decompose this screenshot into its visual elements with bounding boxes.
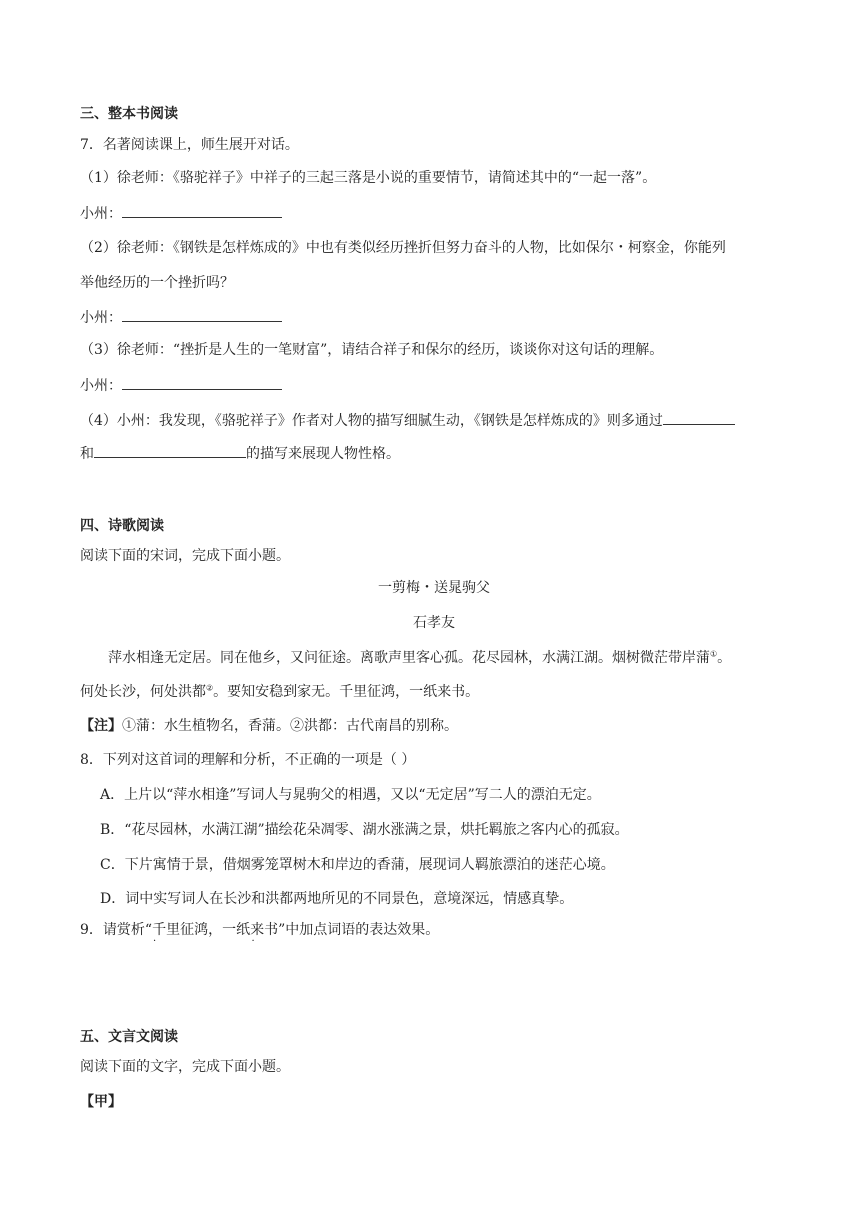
q7-part-4b-post: 的描写来展现人物性格。 (246, 446, 400, 462)
student-label: 小州： (80, 310, 122, 326)
emphasis-dots: · · (153, 936, 255, 947)
answer-line-3 (80, 375, 282, 396)
poem-line-2-pre: 何处长沙，何处洪都 (80, 684, 206, 700)
q7-part-1: （1）徐老师：《骆驼祥子》中祥子的三起三落是小说的重要情节，请简述其中的“一起一落”。 (80, 170, 657, 186)
answer-blank[interactable] (122, 307, 282, 322)
annotation-text: ①蒲：水生植物名，香蒲。②洪都：古代南昌的别称。 (122, 718, 458, 734)
annotation-label: 【注】 (80, 718, 122, 734)
answer-line-1 (80, 203, 282, 224)
student-label: 小州： (80, 206, 122, 222)
question-8: 8．下列对这首词的理解和分析，不正确的一项是（ ） (80, 752, 416, 768)
section-heading-4: 四、诗歌阅读 (80, 518, 164, 534)
option-b[interactable]: B．“花尽园林，水满江湖”描绘花朵凋零、湖水涨满之景，烘托羁旅之客内心的孤寂。 (100, 822, 629, 838)
poem-annotation (80, 716, 458, 736)
option-c[interactable]: C．下片寓情于景，借烟雾笼罩树木和岸边的香蒲，展现词人羁旅漂泊的迷茫心境。 (100, 857, 615, 873)
classical-intro: 阅读下面的文字，完成下面小题。 (80, 1059, 290, 1075)
question-7: 7．名著阅读课上，师生展开对话。 (80, 137, 299, 153)
poem-line-2-post: 。要知安稳到家无。千里征鸿，一纸来书。 (213, 684, 480, 700)
poem-line-2 (80, 682, 479, 702)
poem-line-1: 萍水相逢无定居。同在他乡，又问征途。离歌声里客心孤。花尽园林，水满江湖。烟树微茫带岸蒲①。 (108, 649, 732, 666)
question-9-text: 9．请赏析“千里征鸿，一纸来书”中加点词语的表达效果。 (80, 922, 440, 938)
passage-label-jia: 【甲】 (80, 1094, 122, 1110)
option-d[interactable]: D．词中实写词人在长沙和洪都两地所见的不同景色，意境深远，情感真挚。 (100, 891, 574, 907)
q7-part-2b: 举他经历的一个挫折吗？ (80, 275, 234, 291)
answer-blank[interactable] (122, 375, 282, 390)
poem-intro: 阅读下面的宋词，完成下面小题。 (80, 548, 290, 564)
poem-title: 一剪梅・送晁驹父 (378, 580, 490, 596)
question-9 (80, 920, 440, 947)
poem-line-1-text: 萍水相逢无定居。同在他乡，又问征途。离歌声里客心孤。花尽园林，水满江湖。烟树微茫带岸蒲 (108, 650, 710, 666)
q7-part-4b-pre: 和 (80, 446, 94, 462)
note-marker-1: ① (710, 649, 718, 659)
q7-part-2a: （2）徐老师：《钢铁是怎样炼成的》中也有类似经历挫折但努力奋斗的人物，比如保尔・柯察金，你能列 (80, 240, 726, 256)
q7-part-4a (80, 410, 735, 431)
poem-author: 石孝友 (413, 615, 455, 631)
q7-part-3: （3）徐老师：“挫折是人生的一笔财富”，请结合祥子和保尔的经历，谈谈你对这句话的理解。 (80, 342, 664, 358)
option-a[interactable]: A．上片以“萍水相逢”写词人与晁驹父的相遇，又以“无定居”写二人的漂泊无定。 (100, 787, 601, 803)
answer-blank[interactable] (94, 443, 246, 458)
section-heading-5: 五、文言文阅读 (80, 1029, 178, 1045)
section-heading-3: 三、整本书阅读 (80, 106, 178, 122)
note-marker-2: ② (206, 683, 214, 693)
answer-blank[interactable] (122, 203, 282, 218)
student-label: 小州： (80, 378, 122, 394)
answer-blank[interactable] (663, 410, 735, 425)
q7-part-4a-text: （4）小州：我发现，《骆驼祥子》作者对人物的描写细腻生动，《钢铁是怎样炼成的》则多通过 (80, 413, 663, 429)
q7-part-4b (80, 443, 400, 464)
answer-line-2 (80, 307, 282, 328)
